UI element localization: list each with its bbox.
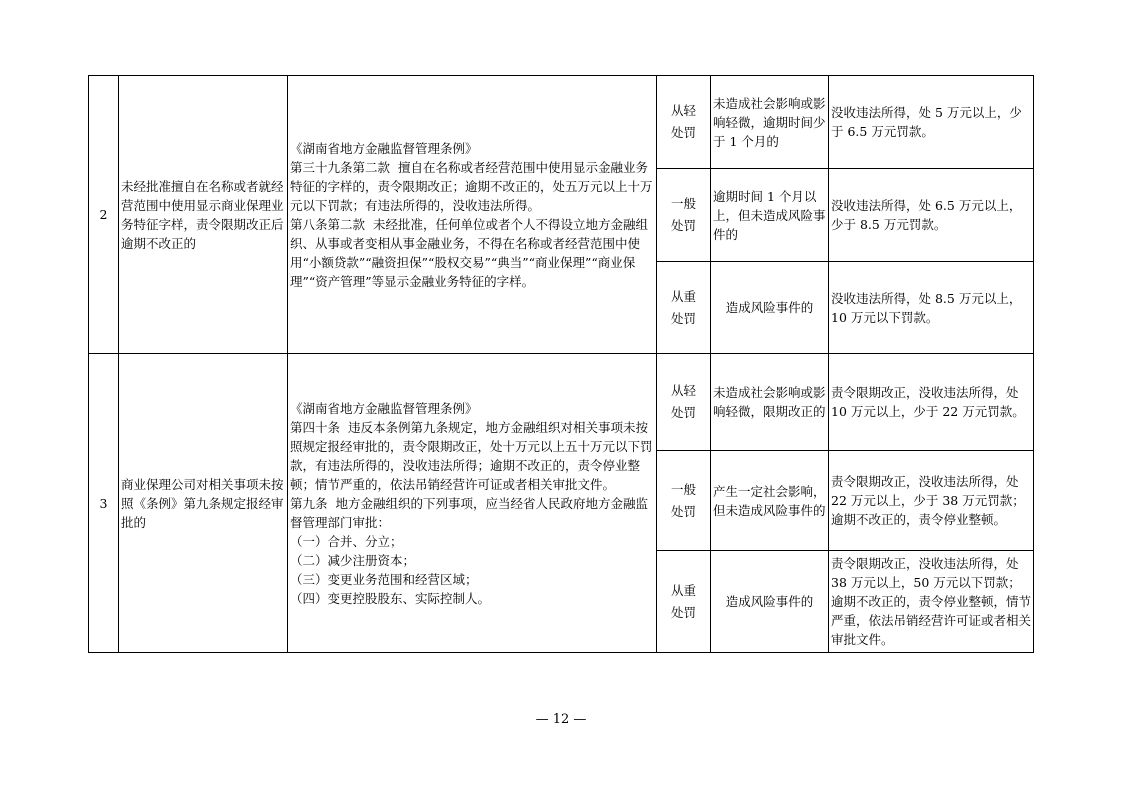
penalty-level-text: 处罚 xyxy=(670,125,696,140)
penalty-level-text: 处罚 xyxy=(670,405,696,420)
penalty-standard: 责令限期改正，没收违法所得，处 22 万元以上，少于 38 万元罚款；逾期不改正的，责令停业整顿。 xyxy=(829,451,1034,551)
legal-basis xyxy=(288,354,657,653)
basis-line: 《湖南省地方金融监督管理条例》 xyxy=(290,400,478,416)
item-number: 3 xyxy=(89,354,119,653)
penalty-level-text: 处罚 xyxy=(670,218,696,233)
penalty-condition: 产生一定社会影响，但未造成风险事件的 xyxy=(711,451,829,551)
penalty-level xyxy=(657,262,711,354)
penalty-condition: 未造成社会影响或影响轻微，逾期时间少于 1 个月的 xyxy=(711,76,829,169)
penalty-level-text: 从轻 xyxy=(670,103,696,118)
basis-line: 第九条 地方金融组织的下列事项，应当经省人民政府地方金融监督管理部门审批： xyxy=(290,495,648,530)
basis-line: 第四十条 违反本条例第九条规定，地方金融组织对相关事项未按照规定报经审批的，责令限期改正，处十万元以上五十万元以下罚款，有违法所得的，没收违法所得；逾期不改正的，责令停业整顿；情节严重的，依法吊销经营许可证或者相关审批文件。 xyxy=(290,419,653,492)
penalty-condition: 逾期时间 1 个月以上，但未造成风险事件的 xyxy=(711,169,829,262)
table-row xyxy=(89,76,1034,169)
penalty-condition: 未造成社会影响或影响轻微，限期改正的 xyxy=(711,354,829,451)
basis-line: （一）合并、分立； xyxy=(290,533,403,549)
item-number: 2 xyxy=(89,76,119,354)
penalty-level-text: 处罚 xyxy=(670,604,696,620)
penalty-standard: 没收违法所得，处 8.5 万元以上，10 万元以下罚款。 xyxy=(829,262,1034,354)
basis-line: （四）变更控股股东、实际控制人。 xyxy=(290,590,491,606)
violation-description: 商业保理公司对相关事项未按照《条例》第九条规定报经审批的 xyxy=(119,354,288,653)
penalty-level-text: 一般 xyxy=(670,481,696,497)
penalty-level-text: 处罚 xyxy=(670,503,696,519)
violation-description: 未经批准擅自在名称或者就经营范围中使用显示商业保理业务特征字样，责令限期改正后逾期不改正的 xyxy=(119,76,288,354)
penalty-standard: 责令限期改正，没收违法所得，处 10 万元以上，少于 22 万元罚款。 xyxy=(829,354,1034,451)
penalty-standards-table xyxy=(88,75,1034,653)
page-number: — 12 — xyxy=(535,712,587,727)
penalty-level-text: 从重 xyxy=(670,288,696,304)
basis-line: 第八条第二款 未经批准，任何单位或者个人不得设立地方金融组织、从事或者变相从事金融业务，不得在名称或者经营范围中使用“小额贷款”“融资担保”“股权交易”“典当”“商业保理”“商业保理”“资产管理”等显示金融业务特征的字样。 xyxy=(290,216,648,289)
penalty-standard: 没收违法所得，处 6.5 万元以上，少于 8.5 万元罚款。 xyxy=(829,169,1034,262)
basis-line: （二）减少注册资本； xyxy=(290,552,416,568)
penalty-level xyxy=(657,451,711,551)
basis-line: 第三十九条第二款 擅自在名称或者经营范围中使用显示金融业务特征的字样的，责令限期改正；逾期不改正的，处五万元以上十万元以下罚款；有违法所得的，没收违法所得。 xyxy=(290,159,653,213)
legal-basis xyxy=(288,76,657,354)
table-row xyxy=(89,354,1034,451)
penalty-condition: 造成风险事件的 xyxy=(711,551,829,653)
penalty-level-text: 从轻 xyxy=(670,383,696,398)
penalty-level-text: 从重 xyxy=(670,582,696,598)
penalty-level-text: 一般 xyxy=(670,196,696,211)
penalty-level xyxy=(657,169,711,262)
penalty-level xyxy=(657,551,711,653)
penalty-condition: 造成风险事件的 xyxy=(711,262,829,354)
basis-line: （三）变更业务范围和经营区域； xyxy=(290,571,478,587)
penalty-standard: 责令限期改正，没收违法所得，处 38 万元以上，50 万元以下罚款；逾期不改正的，责令停业整顿，情节严重，依法吊销经营许可证或者相关审批文件。 xyxy=(829,551,1034,653)
penalty-level xyxy=(657,354,711,451)
basis-line: 《湖南省地方金融监督管理条例》 xyxy=(290,140,478,156)
penalty-level-text: 处罚 xyxy=(670,310,696,326)
penalty-level xyxy=(657,76,711,169)
penalty-standard: 没收违法所得，处 5 万元以上，少于 6.5 万元罚款。 xyxy=(829,76,1034,169)
